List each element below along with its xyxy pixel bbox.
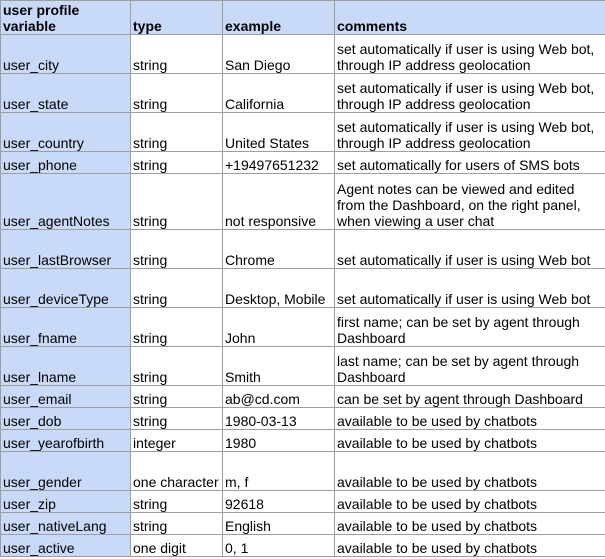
table-row xyxy=(1,386,605,408)
cell-type: one digit xyxy=(131,535,223,557)
cell-variable: user_lname xyxy=(1,347,131,386)
cell-example: United States xyxy=(223,113,335,152)
cell-example: 92618 xyxy=(223,491,335,513)
header-variable: user profile variable xyxy=(1,1,131,35)
cell-example: +19497651232 xyxy=(223,152,335,174)
cell-comments: last name; can be set by agent through Dashboard xyxy=(335,347,605,386)
cell-variable: user_email xyxy=(1,386,131,408)
cell-type: string xyxy=(131,152,223,174)
cell-variable: user_country xyxy=(1,113,131,152)
cell-example: John xyxy=(223,308,335,347)
cell-comments: set automatically if user is using Web bot, through IP address geolocation xyxy=(335,74,605,113)
cell-type: string xyxy=(131,74,223,113)
header-type: type xyxy=(131,1,223,35)
cell-example: not responsive xyxy=(223,174,335,230)
table-row xyxy=(1,74,605,113)
cell-type: string xyxy=(131,174,223,230)
cell-type: string xyxy=(131,113,223,152)
cell-comments: available to be used by chatbots xyxy=(335,452,605,491)
cell-example: English xyxy=(223,513,335,535)
cell-comments: first name; can be set by agent through Dashboard xyxy=(335,308,605,347)
table-row xyxy=(1,347,605,386)
cell-variable: user_state xyxy=(1,74,131,113)
table-row xyxy=(1,230,605,269)
table-row xyxy=(1,513,605,535)
cell-comments: available to be used by chatbots xyxy=(335,408,605,430)
cell-type: string xyxy=(131,513,223,535)
header-comments: comments xyxy=(335,1,605,35)
cell-example: California xyxy=(223,74,335,113)
cell-comments: set automatically if user is using Web bot, through IP address geolocation xyxy=(335,113,605,152)
cell-example: 1980-03-13 xyxy=(223,408,335,430)
table-row xyxy=(1,113,605,152)
table-row xyxy=(1,152,605,174)
table-row xyxy=(1,535,605,557)
header-row xyxy=(1,1,605,35)
table-header xyxy=(1,1,605,35)
cell-type: string xyxy=(131,491,223,513)
cell-example: Desktop, Mobile xyxy=(223,269,335,308)
cell-example: 1980 xyxy=(223,430,335,452)
cell-comments: available to be used by chatbots xyxy=(335,430,605,452)
table-row xyxy=(1,491,605,513)
cell-variable: user_city xyxy=(1,35,131,74)
cell-comments: available to be used by chatbots xyxy=(335,535,605,557)
cell-comments: Agent notes can be viewed and edited from the Dashboard, on the right panel, when viewing a user chat xyxy=(335,174,605,230)
cell-comments: available to be used by chatbots xyxy=(335,513,605,535)
cell-variable: user_agentNotes xyxy=(1,174,131,230)
cell-type: string xyxy=(131,408,223,430)
table-row xyxy=(1,430,605,452)
header-example: example xyxy=(223,1,335,35)
cell-example: 0, 1 xyxy=(223,535,335,557)
cell-type: string xyxy=(131,386,223,408)
cell-variable: user_gender xyxy=(1,452,131,491)
cell-variable: user_nativeLang xyxy=(1,513,131,535)
cell-type: integer xyxy=(131,430,223,452)
cell-variable: user_active xyxy=(1,535,131,557)
cell-type: string xyxy=(131,308,223,347)
cell-comments: set automatically if user is using Web bot, through IP address geolocation xyxy=(335,35,605,74)
cell-example: Smith xyxy=(223,347,335,386)
cell-variable: user_lastBrowser xyxy=(1,230,131,269)
cell-variable: user_phone xyxy=(1,152,131,174)
cell-type: string xyxy=(131,269,223,308)
table-row xyxy=(1,452,605,491)
cell-type: string xyxy=(131,347,223,386)
cell-variable: user_dob xyxy=(1,408,131,430)
cell-type: string xyxy=(131,230,223,269)
cell-variable: user_deviceType xyxy=(1,269,131,308)
cell-comments: set automatically if user is using Web bot xyxy=(335,269,605,308)
table-row xyxy=(1,408,605,430)
cell-example: ab@cd.com xyxy=(223,386,335,408)
cell-type: string xyxy=(131,35,223,74)
table-row xyxy=(1,35,605,74)
cell-example: Chrome xyxy=(223,230,335,269)
table-body xyxy=(1,35,605,557)
cell-comments: can be set by agent through Dashboard xyxy=(335,386,605,408)
table-row xyxy=(1,269,605,308)
cell-example: San Diego xyxy=(223,35,335,74)
table-row xyxy=(1,174,605,230)
cell-example: m, f xyxy=(223,452,335,491)
cell-comments: set automatically for users of SMS bots xyxy=(335,152,605,174)
cell-variable: user_yearofbirth xyxy=(1,430,131,452)
cell-variable: user_fname xyxy=(1,308,131,347)
table-row xyxy=(1,308,605,347)
cell-variable: user_zip xyxy=(1,491,131,513)
cell-comments: available to be used by chatbots xyxy=(335,491,605,513)
cell-type: one character xyxy=(131,452,223,491)
cell-comments: set automatically if user is using Web bot xyxy=(335,230,605,269)
